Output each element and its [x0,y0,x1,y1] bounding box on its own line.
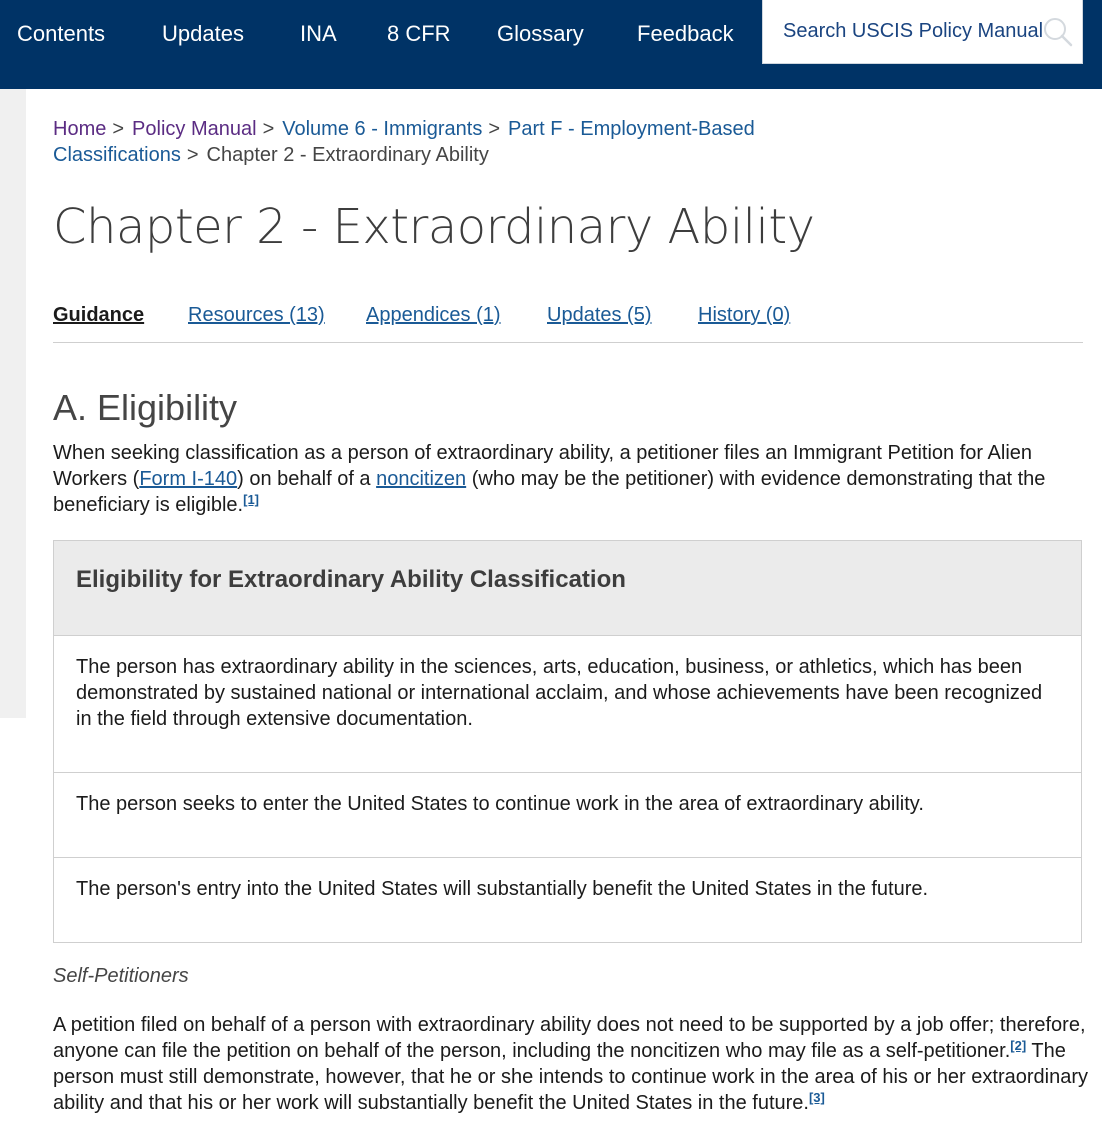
intro-text: When seeking classification as a person of extraordinary ability, a petitioner files an Immigrant Petition for Alien Workers ( [53,442,1033,490]
intro-text: ) on behalf of a [237,468,377,490]
self-petitioners-subheading: Self-Petitioners [53,965,189,987]
eligibility-table-title: Eligibility for Extraordinary Ability Classification [76,566,626,593]
table-row-text: The person's entry into the United States will substantially benefit the United States in the future. [76,878,929,900]
breadcrumb-volume-link[interactable]: Volume 6 - Immigrants [282,118,483,140]
page-title: Chapter 2 - Extraordinary Ability [53,199,815,255]
nav-glossary-link[interactable]: Glossary [497,21,584,46]
table-row-text: The person seeks to enter the United States to continue work in the area of extraordinary ability. [76,793,924,815]
table-row [54,636,1081,773]
left-sidebar-rail [0,89,26,718]
breadcrumb-separator: > [112,118,125,140]
noncitizen-glossary-link[interactable]: noncitizen [376,468,467,490]
self-petition-text: A petition filed on behalf of a person with extraordinary ability does not need to be supported by a job offer; therefore, anyone can file the petition on behalf of the person, including the noncitizen who may file as a self-petitioner. [53,1014,1086,1062]
search-input[interactable] [763,0,1043,62]
breadcrumb-separator: > [488,118,501,140]
footnote-3-link[interactable]: [3] [808,1090,825,1105]
breadcrumb-home-link[interactable]: Home [53,118,107,140]
tab-guidance[interactable]: Guidance [53,304,145,326]
nav-ina-link[interactable]: INA [300,21,337,46]
tab-history[interactable]: History (0) [698,304,791,326]
breadcrumb-policy-manual-link[interactable]: Policy Manual [132,118,257,140]
tab-updates[interactable]: Updates (5) [547,304,652,326]
breadcrumb [53,116,813,168]
search-box [762,0,1083,64]
intro-paragraph [53,440,1088,518]
table-row [54,773,1081,858]
top-navigation-bar [0,0,1102,89]
self-petition-paragraph [53,1012,1088,1116]
eligibility-table [53,540,1082,943]
nav-8cfr-link[interactable]: 8 CFR [387,21,451,46]
table-row [54,858,1081,942]
form-i140-link[interactable]: Form I-140 [139,468,238,490]
intro-text: (who may be the petitioner) with evidence demonstrating that the beneficiary is eligible. [53,468,1046,516]
nav-updates-link[interactable]: Updates [162,21,244,46]
breadcrumb-separator: > [186,144,199,166]
tab-appendices[interactable]: Appendices (1) [366,304,501,326]
breadcrumb-part-link[interactable]: Part F - Employment-Based Classifications [53,118,755,166]
footnote-2-link[interactable]: [2] [1010,1038,1027,1053]
chapter-tabs [53,300,1083,343]
footnote-1-link[interactable]: [1] [243,492,259,507]
breadcrumb-current: Chapter 2 - Extraordinary Ability [206,144,489,166]
eligibility-table-header [54,541,1081,636]
section-heading: A. Eligibility [53,387,238,428]
tab-resources[interactable]: Resources (13) [188,304,325,326]
search-icon[interactable] [1043,17,1073,47]
breadcrumb-separator: > [262,118,275,140]
self-petition-text: The person must still demonstrate, however, that he or she intends to continue work in the area of his or her extraordinary ability and that his or her work will substantially benefit the United States in the future. [53,1040,1088,1114]
nav-feedback-link[interactable]: Feedback [637,21,734,46]
nav-contents-link[interactable]: Contents [17,21,106,46]
table-row-text: The person has extraordinary ability in the sciences, arts, education, business, or athletics, which has been demonstrated by sustained national or international acclaim, and whose achievements have been recognized in the field through extensive documentation. [76,656,1043,730]
